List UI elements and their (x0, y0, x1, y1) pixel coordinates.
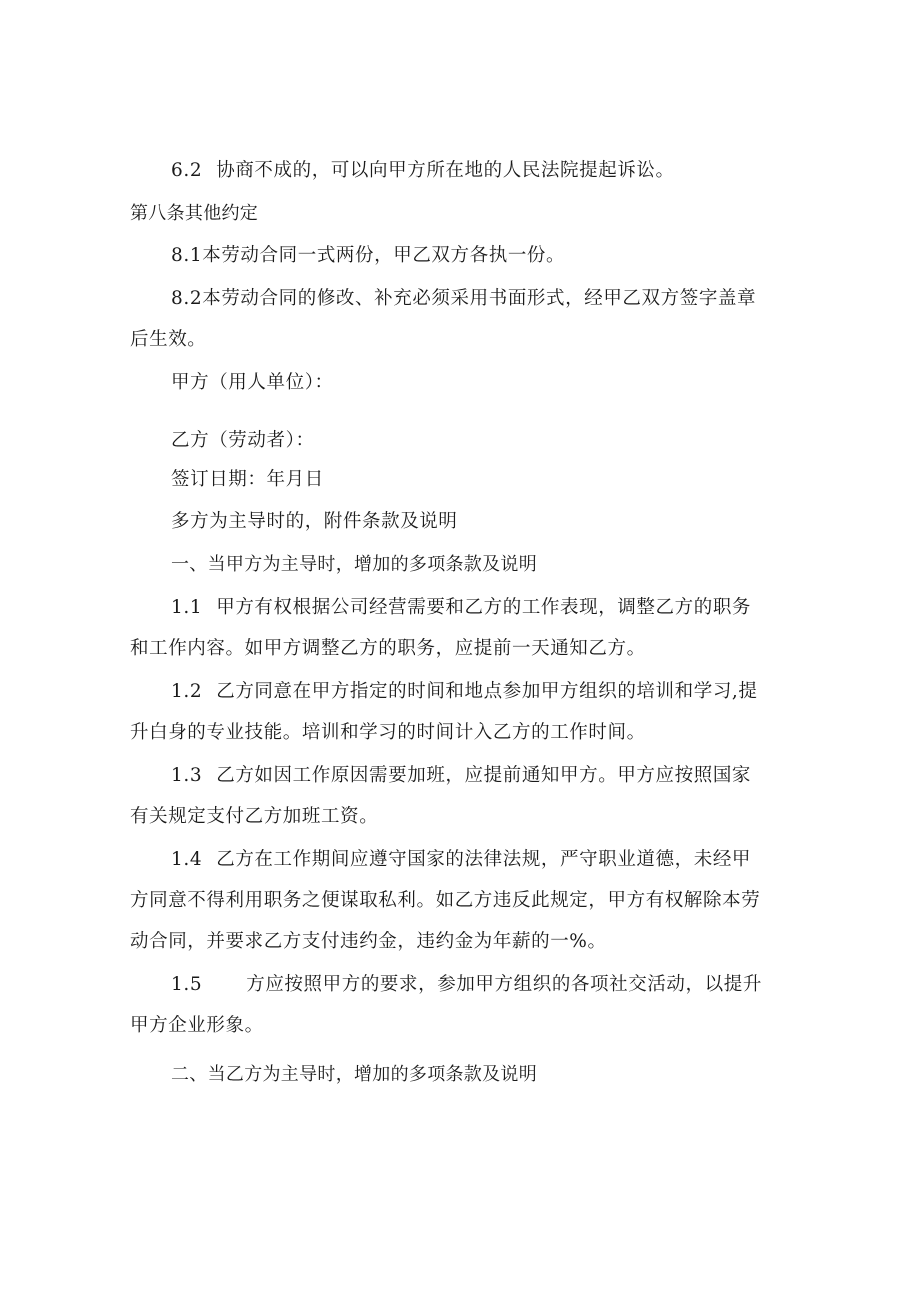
clause-1-1-line2: 和工作内容。如甲方调整乙方的职务，应提前一天通知乙方。 (130, 638, 646, 659)
section-2-heading: 二、当乙方为主导时，增加的多项条款及说明 (171, 1064, 537, 1085)
clause-1-2-line1 (171, 679, 851, 705)
clause-number: 1.4 (171, 849, 203, 870)
clause-1-2-line2: 升白身的专业技能。培训和学习的时间计入乙方的工作时间。 (130, 722, 646, 743)
clause-text: 乙方在工作期间应遵守国家的法律法规，严守职业道德，未经甲 (216, 849, 752, 870)
clause-1-4-line2: 方同意不得利用职务之便谋取私利。如乙方违反此规定，甲方有权解除本劳 (130, 890, 761, 911)
clause-text: 协商不成的，可以向甲方所在地的人民法院提起诉讼。 (216, 160, 675, 181)
clause-1-3-line2: 有关规定支付乙方加班工资。 (130, 806, 379, 827)
clause-text: 乙方如因工作原因需要加班，应提前通知甲方。甲方应按照国家 (216, 765, 752, 786)
party-b-signature-label: 乙方（劳动者）： (171, 430, 315, 451)
clause-number: 1.5 (171, 974, 203, 995)
clause-1-3-line1 (171, 763, 851, 789)
clause-1-1-line1 (171, 595, 851, 621)
clause-1-5-line2: 甲方企业形象。 (130, 1015, 264, 1036)
clause-6-2 (171, 158, 851, 184)
clause-1-4-line3: 动合同，并要求乙方支付违约金，违约金为年薪的一%。 (130, 931, 607, 952)
section-1-heading: 一、当甲方为主导时，增加的多项条款及说明 (171, 554, 537, 575)
appendix-intro: 多方为主导时的，附件条款及说明 (171, 511, 458, 532)
clause-8-2-line1: 8.2本劳动合同的修改、补充必须采用书面形式，经甲乙双方签字盖章 (171, 288, 757, 309)
clause-number: 1.2 (171, 681, 203, 702)
clause-number: 6.2 (171, 160, 203, 181)
clause-number: 1.3 (171, 765, 203, 786)
clause-1-5-line1 (171, 972, 851, 998)
clause-8-1: 8.1本劳动合同一式两份，甲乙双方各执一份。 (171, 245, 566, 266)
clause-number: 1.1 (171, 597, 203, 618)
clause-1-4-line1 (171, 847, 851, 873)
clause-text: 乙方同意在甲方指定的时间和地点参加甲方组织的培训和学习,提 (216, 681, 758, 702)
party-a-signature-label: 甲方（用人单位）： (171, 372, 334, 393)
clause-text: 方应按照甲方的要求，参加甲方组织的各项社交活动，以提升 (246, 974, 762, 995)
article-8-heading: 第八条其他约定 (130, 203, 259, 224)
clause-text: 甲方有权根据公司经营需要和乙方的工作表现，调整乙方的职务 (216, 597, 752, 618)
clause-8-2-line2: 后生效。 (130, 329, 207, 350)
sign-date-label: 签订日期：年月日 (171, 469, 324, 490)
